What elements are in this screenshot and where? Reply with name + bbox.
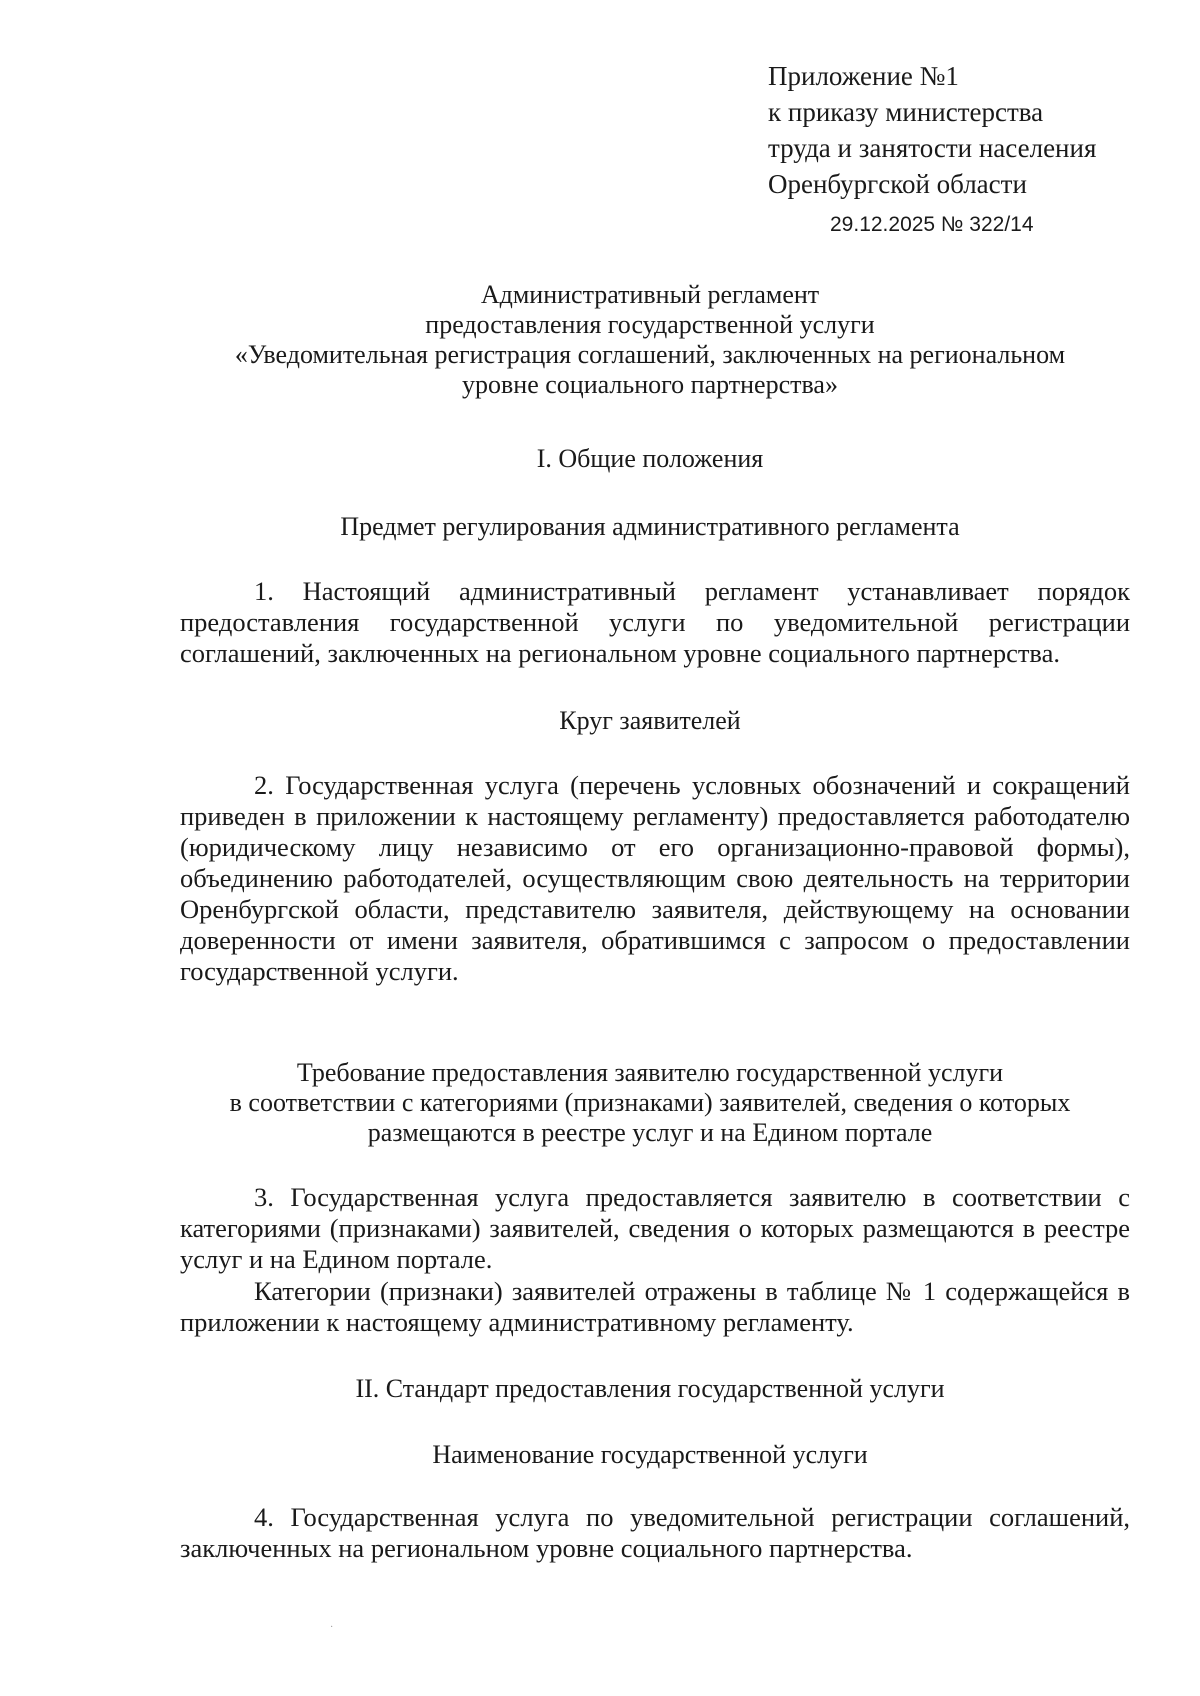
subsection-heading [170,1058,1130,1148]
heading-line: Требование предоставления заявителю государственной услуги [296,1058,1004,1087]
appendix-line: к приказу министерства [768,97,1044,127]
appendix-line: труда и занятости населения [768,133,1097,163]
paragraph-3: 3. Государственная услуга предоставляется заявителю в соответствии с категориями (признаками) заявителей, сведения о которых размещаются в реестре услуг и на Едином портале. [180,1182,1130,1274]
paragraph-3b: Категории (признаки) заявителей отражены в таблице № 1 содержащейся в приложении к настоящему административному регламенту. [180,1276,1130,1337]
title-line: Административный регламент [480,280,820,309]
title-line: предоставления государственной услуги [425,310,875,339]
heading-line: в соответствии с категориями (признаками) заявителей, сведения о которых [229,1088,1071,1117]
subsection-heading: Наименование государственной услуги [432,1440,868,1469]
appendix-block [768,58,1096,202]
appendix-line: Приложение №1 [768,61,959,91]
section-heading: II. Стандарт предоставления государственной услуги [355,1374,945,1403]
paragraph-1: 1. Настоящий административный регламент устанавливает порядок предоставления государственной услуги по уведомительной регистрации соглашений, заключенных на региональном уровне социального партнерства. [180,576,1130,668]
document-title [170,280,1130,400]
title-line: «Уведомительная регистрация соглашений, заключенных на региональном [234,340,1066,369]
subsection-heading: Круг заявителей [559,706,741,735]
appendix-line: Оренбургской области [768,169,1027,199]
title-line: уровне социального партнерства» [462,370,838,399]
paragraph-4: 4. Государственная услуга по уведомительной регистрации соглашений, заключенных на региональном уровне социального партнерства. [180,1502,1130,1563]
subsection-heading: Предмет регулирования административного регламента [340,512,960,541]
order-number: 29.12.2025 № 322/14 [830,213,1034,236]
section-heading: I. Общие положения [536,444,764,473]
paragraph-2: 2. Государственная услуга (перечень условных обозначений и сокращений приведен в приложении к настоящему регламенту) предоставляется работодателю (юридическому лицу независимо от его организационно-правовой формы), объединению работодателей, осуществляющим свою деятельность на территории Оренбургской области, представителю заявителя, действующему на основании доверенности от имени заявителя, обратившимся с запросом о предоставлении государственной услуги. [180,770,1130,986]
scan-speck: · [330,1622,334,1633]
heading-line: размещаются в реестре услуг и на Едином портале [367,1118,933,1147]
